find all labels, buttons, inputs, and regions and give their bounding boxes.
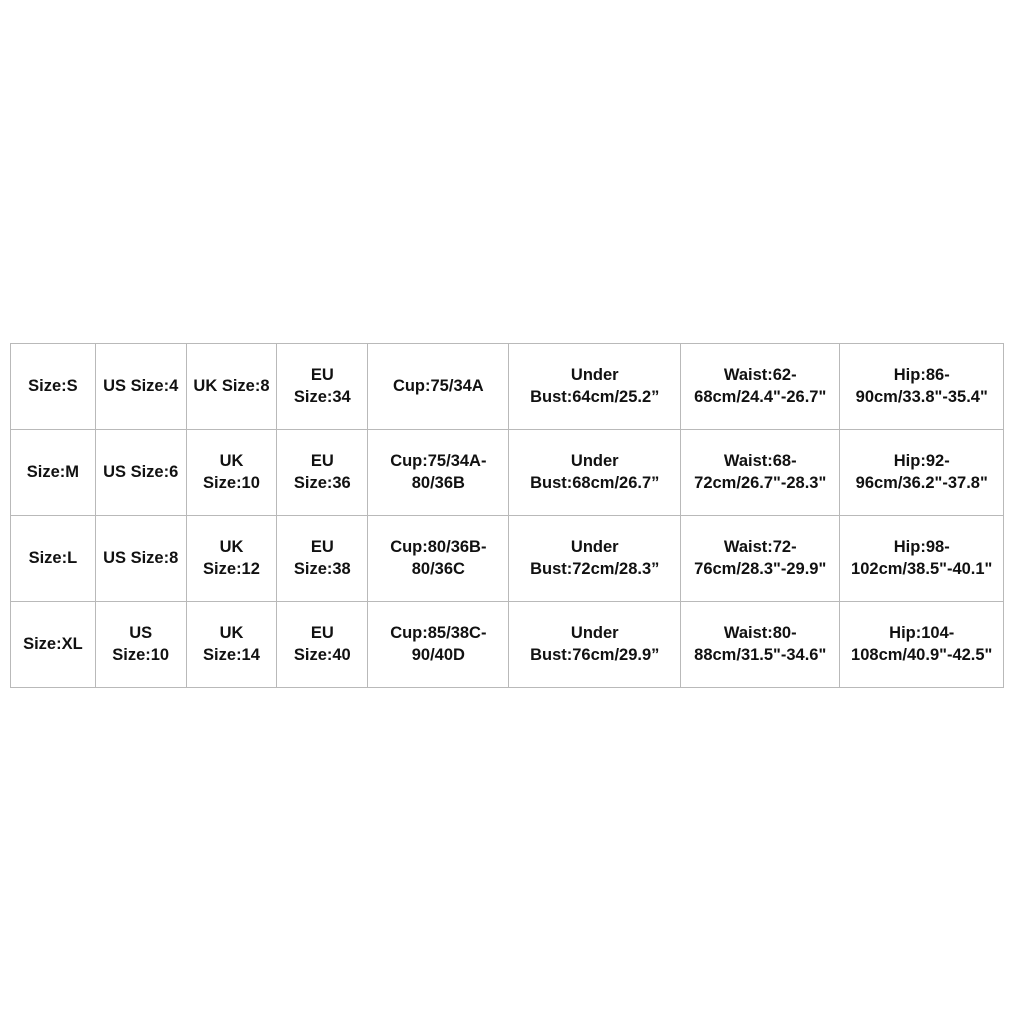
cell-cup: Cup:75/34A — [368, 344, 509, 430]
cell-cup: Cup:80/36B-80/36C — [368, 516, 509, 602]
cell-eu-size: EU Size:40 — [277, 602, 368, 688]
cell-size: Size:XL — [11, 602, 96, 688]
cell-hip: Hip:98-102cm/38.5"-40.1" — [840, 516, 1004, 602]
cell-cup: Cup:85/38C-90/40D — [368, 602, 509, 688]
size-chart-table — [10, 343, 1004, 688]
cell-hip: Hip:104-108cm/40.9"-42.5" — [840, 602, 1004, 688]
cell-cup: Cup:75/34A-80/36B — [368, 430, 509, 516]
table-row — [11, 344, 1004, 430]
cell-size: Size:L — [11, 516, 96, 602]
cell-us-size: US Size:6 — [95, 430, 186, 516]
cell-hip: Hip:86-90cm/33.8"-35.4" — [840, 344, 1004, 430]
cell-waist: Waist:62-68cm/24.4"-26.7" — [681, 344, 840, 430]
cell-uk-size: UK Size:12 — [186, 516, 277, 602]
cell-uk-size: UK Size:10 — [186, 430, 277, 516]
size-chart-container — [10, 343, 1014, 688]
cell-uk-size: UK Size:14 — [186, 602, 277, 688]
cell-uk-size: UK Size:8 — [186, 344, 277, 430]
table-row — [11, 430, 1004, 516]
table-row — [11, 602, 1004, 688]
cell-eu-size: EU Size:38 — [277, 516, 368, 602]
cell-eu-size: EU Size:36 — [277, 430, 368, 516]
cell-under-bust: Under Bust:64cm/25.2” — [509, 344, 681, 430]
cell-us-size: US Size:8 — [95, 516, 186, 602]
table-row — [11, 516, 1004, 602]
cell-under-bust: Under Bust:68cm/26.7” — [509, 430, 681, 516]
cell-eu-size: EU Size:34 — [277, 344, 368, 430]
cell-hip: Hip:92-96cm/36.2"-37.8" — [840, 430, 1004, 516]
cell-waist: Waist:72-76cm/28.3"-29.9" — [681, 516, 840, 602]
cell-under-bust: Under Bust:76cm/29.9” — [509, 602, 681, 688]
cell-us-size: US Size:4 — [95, 344, 186, 430]
cell-size: Size:S — [11, 344, 96, 430]
cell-size: Size:M — [11, 430, 96, 516]
cell-waist: Waist:68-72cm/26.7"-28.3" — [681, 430, 840, 516]
cell-us-size: US Size:10 — [95, 602, 186, 688]
cell-under-bust: Under Bust:72cm/28.3” — [509, 516, 681, 602]
cell-waist: Waist:80-88cm/31.5"-34.6" — [681, 602, 840, 688]
